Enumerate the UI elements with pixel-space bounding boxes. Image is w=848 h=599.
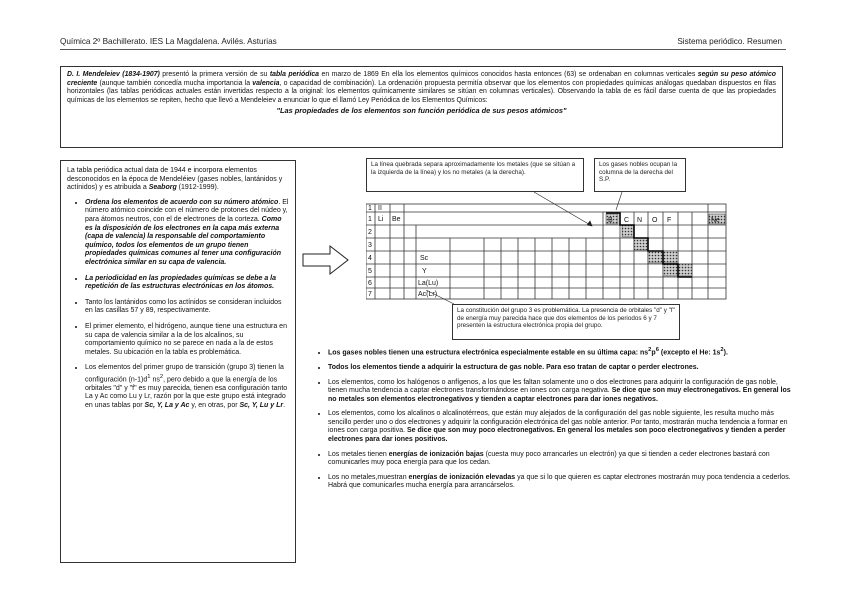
noble-gases-note: Los gases nobles ocupan la columna de la derecha del S.P. <box>594 158 686 192</box>
right-bullet-list <box>312 346 798 497</box>
left-b5-sup2: 2 <box>159 373 164 380</box>
left-b5-b: ns <box>150 376 160 384</box>
list-item <box>328 346 798 358</box>
list-item <box>85 199 289 268</box>
element-la: La(Lu) <box>418 280 439 287</box>
element-c: C <box>624 217 630 224</box>
group-label-2: II <box>378 205 382 212</box>
list-item <box>328 410 798 444</box>
r1-sup2: 6 <box>655 347 659 353</box>
left-b1-emph: Como es la disposición de los electrones en la capa más externa (capa de valencia) la responsable del comportamiento químico, todos los elementos de un grupo tienen propiedades químicas comunes al tener una configuración electrónica similar en su capa de valencia. <box>85 215 282 266</box>
intro-table-name: tabla periódica <box>269 71 320 78</box>
left-bullet-list <box>67 199 289 411</box>
left-summary-box <box>60 160 296 563</box>
left-b5-bi1: Sc, Y, La y Ac <box>144 401 190 409</box>
r5-c: (cuesta muy poco arrancarles un electrón) ya que si tienden a ceder electrones bastará con comunicarles muy poca energía para que los cedan. <box>328 450 770 467</box>
header-title: Química 2º Bachillerato. IES La Magdalena. Avilés. Asturias <box>60 37 277 46</box>
list-item: • El primer elemento, el hidrógeno, aunque tiene una estructura en su capa de valencia similar a la de los alcalinos, su comportamiento químico no se parece en nada a la de estos metales. Su ubicación en la tabla es problemática. <box>85 323 289 357</box>
intro-text-2: en marzo de 1869 En ella los elementos químicos conocidos hasta entonces (63) se ordenaban en columnas verticales <box>319 71 698 78</box>
list-item <box>328 379 798 405</box>
intro-text-3: (aunque también concedía mucha importancia la <box>97 79 253 87</box>
left-seaborg: Seaborg <box>148 184 177 192</box>
r6-bold: energías de ionización elevadas <box>408 473 516 481</box>
row-label-5: 5 <box>368 268 372 275</box>
left-p1b: (1912-1999). <box>176 184 219 192</box>
intro-order: según su peso atómico creciente <box>67 71 777 87</box>
element-be: Be <box>392 216 401 223</box>
list-item <box>328 474 798 491</box>
list-item <box>328 451 798 468</box>
r1-a: Los gases nobles tienen una estructura electrónica especialmente estable en su última capa: ns <box>328 349 649 357</box>
intro-box <box>60 66 783 148</box>
periodic-law-quote: "Las propiedades de los elementos son función periódica de sus pesos atómicos" <box>276 106 567 116</box>
r4-text: Los elementos, como los alcalinos o alcalinotérreos, que están muy alejados de la configuración del gas noble siguiente, les resulta mucho más sencillo perder uno o dos electrones y adquirir la configuración electrónica del gas noble anterior. Por tanto, mostrarán mucha tendencia a formar en iones con carga positiva. <box>328 410 788 435</box>
left-b5-sup1: 1 <box>147 373 151 380</box>
element-o: O <box>652 217 658 224</box>
r1-b: p <box>651 349 656 357</box>
left-b5-c: , pero debido a que la energía de los orbitales "d" y "f" es muy parecida, tienen esa configuración tanto La y Ac como Lu y Lr, razón por la que este grupo está integrado en unas tablas por <box>85 376 288 409</box>
element-ac: Ac(Lr) <box>418 291 438 298</box>
row-label-2: 2 <box>368 229 372 236</box>
element-ne: Ne <box>711 217 720 224</box>
header-divider <box>60 49 786 50</box>
element-b: B <box>608 217 613 224</box>
intro-valencia: valencia <box>252 79 280 87</box>
left-b5-bi2: Sc, Y, Lu y Lr <box>239 401 284 409</box>
left-b1-text: . El número atómico coincide con el número de protones del núdeo y, para átomos neutros, con el de electrones de la corteza. <box>85 198 289 223</box>
r1-d: ). <box>723 349 728 357</box>
left-b1-title: Ordena los elementos de acuerdo con su número atómico <box>85 198 279 206</box>
r5-a: Los metales tienen <box>328 450 389 458</box>
r3-text: Los elementos, como los halógenos o anfígenos, a los que les faltan solamente uno o dos electrones para adquirir la configuración de gas noble, tienen mucha tendencia a captar electrones transformándose en iones con carga negativa. <box>328 378 778 395</box>
row-label-1: 1 <box>368 216 372 223</box>
intro-author: D. I. Mendeleiev (1834-1907) <box>67 71 160 78</box>
right-arrow-icon <box>302 244 352 276</box>
element-y: Y <box>422 268 427 275</box>
element-f: F <box>667 217 672 224</box>
left-b5-a: Los elementos del primer grupo de transición (grupo 3) tienen la configuración (n-1)d <box>85 364 284 384</box>
element-li: Li <box>378 216 384 223</box>
r4-bold: Se dice que son muy poco electronegativos. En general los metales son poco electronegativos y tienden a perder electrones para dar iones positivos. <box>328 427 786 444</box>
r3-bold: Se dice que son muy electronegativos. En general los no metales son elementos electronegativos y tienden a captar electrones para dar iones negativos. <box>328 387 791 403</box>
intro-text <box>67 71 776 105</box>
element-sc: Sc <box>420 255 429 262</box>
row-label-7: 7 <box>368 291 372 298</box>
r6-a: Los no metales,muestran <box>328 473 409 481</box>
list-item: • Tanto los lantánidos como los actínidos se consideran incluidos en las casillas 57 y 89, respectivamente. <box>85 299 289 316</box>
list-item <box>85 364 289 410</box>
row-label-6: 6 <box>368 280 372 287</box>
row-label-3: 3 <box>368 242 372 249</box>
r1-sup3: 2 <box>720 347 724 353</box>
r5-bold: energías de ionización bajas <box>388 450 484 458</box>
intro-text-1: presentó la primera versión de su <box>159 71 270 78</box>
list-item: • Todos los elementos tiende a adquirir la estructura de gas noble. Para eso tratan de captar o perder electrones. <box>328 364 798 373</box>
metals-line-note: La línea quebrada separa aproximadamente los metales (que se sitúan a la izquierda de la línea) y los no metales (a la derecha). <box>366 158 584 192</box>
left-b5-e: . <box>283 401 286 409</box>
r1-sup1: 2 <box>648 347 652 353</box>
left-p1: La tabla periódica actual data de 1944 e incorpora elementos desconocidos en la época de Mendeléiev (gases nobles, lantánidos y actínidos) y es atribuida a <box>67 167 283 192</box>
group3-note: La constitución del grupo 3 es problemática. La presencia de orbitales "d" y "f" de energía muy parecida hace que dos elementos de los periodos 6 y 7 presenten la estructura electrónica propia del grupo. <box>452 304 680 340</box>
r6-c: ya que si lo que quieren es captar electrones mostrarán muy poca tendencia a cederlos. Habrá que comunicarles mucha energía para arrancárselos. <box>328 473 791 490</box>
intro-text-4: , o capacidad de combinación). La ordenación propuesta permitía observar que los elementos con propiedades químicas análogas quedaban dispuestos en filas horizontales (las tablas periódicas actuales están invertidas respecto a la original: los elementos químicamente similares se sitúan en columnas verticales). Observando la tabla de es fácil darse cuenta de que las propiedades químicas de los elementos se repiten, hecho que llevó a Mendeleiev a enunciar lo que el llamó Ley Periódica de los Elementos Químicos: <box>67 79 776 104</box>
group-label-1: 1 <box>368 205 372 212</box>
list-item: • La periodicidad en las propiedades químicas se debe a la repetición de las estructuras electrónicas en los átomos. <box>85 275 289 292</box>
left-intro-paragraph <box>67 167 289 193</box>
header-section: Sistema periódico. Resumen <box>677 37 782 46</box>
row-label-4: 4 <box>368 255 372 262</box>
left-b5-d: y, en otras, por <box>189 401 240 409</box>
r1-c: (excepto el He: 1s <box>658 349 721 357</box>
element-n: N <box>637 217 643 224</box>
